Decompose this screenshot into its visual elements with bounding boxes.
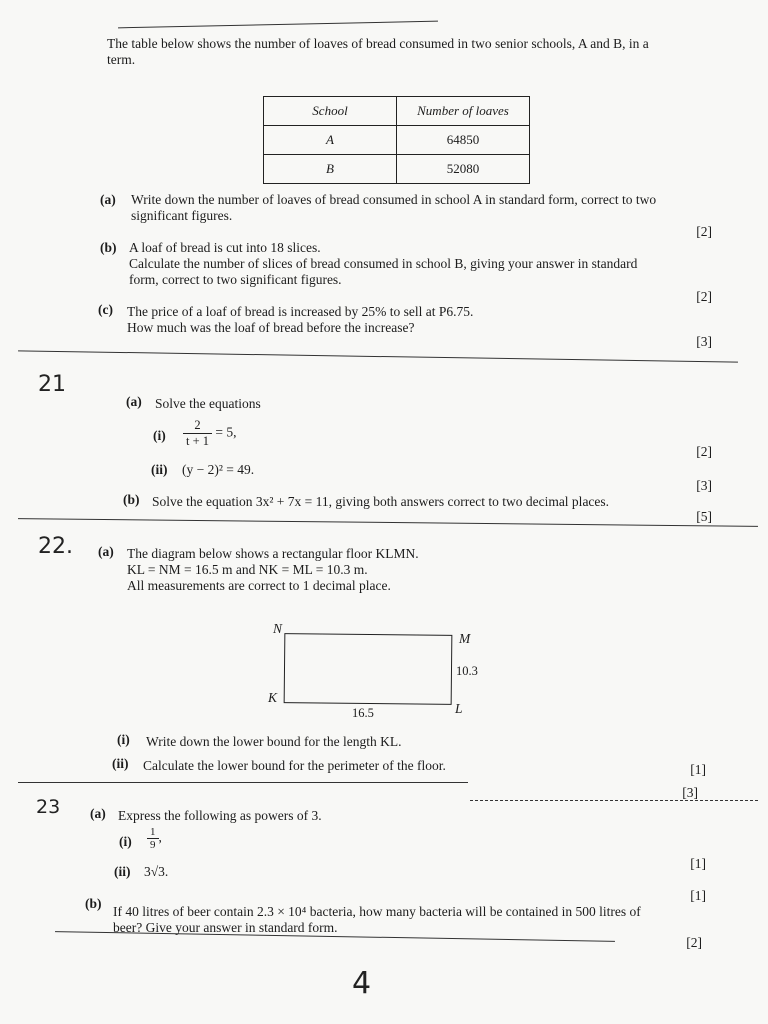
q20a-line1: Write down the number of loaves of bread consumed in school A in standard form, correct to two	[131, 192, 657, 207]
q23a-text: Express the following as powers of 3.	[118, 808, 322, 823]
q21ai-fraction	[183, 418, 212, 449]
q20c-line2: How much was the loaf of bread before the increase?	[127, 320, 415, 335]
loaves-table	[263, 96, 530, 184]
q21b-text: Solve the equation 3x² + 7x = 11, giving both answers correct to two decimal places.	[152, 494, 610, 509]
q23a-label: (a)	[90, 806, 106, 821]
q21ai-numerator: 2	[183, 418, 212, 434]
q22a-line1: The diagram below shows a rectangular floor KLMN.	[127, 546, 419, 561]
q21b-marks: [5]	[696, 509, 712, 524]
q21a-text: Solve the equations	[155, 396, 261, 411]
q20c-label: (c)	[98, 302, 113, 317]
q23ai-expression	[147, 826, 162, 851]
q23ai-numerator: 1	[147, 826, 159, 839]
q21ai-marks: [2]	[696, 444, 712, 459]
q23ai-label: (i)	[119, 834, 132, 849]
q23aii-text: 3√3.	[144, 864, 169, 879]
q22ai-marks: [1]	[690, 762, 706, 777]
divider-q22-q23-right	[470, 800, 758, 801]
vertex-l: L	[455, 701, 463, 716]
divider-q20-q21	[18, 350, 738, 362]
vertex-n: N	[273, 621, 283, 636]
q23ai-tail: ,	[158, 829, 162, 845]
q21-number: 21	[38, 372, 66, 397]
q22aii-label: (ii)	[112, 756, 129, 771]
q21a-label: (a)	[126, 394, 142, 409]
q23aii-label: (ii)	[114, 864, 131, 879]
q23b-label: (b)	[85, 896, 102, 911]
q23b-line1: If 40 litres of beer contain 2.3 × 10⁴ bacteria, how many bacteria will be contained in 500 litres of	[113, 904, 641, 919]
table-header-row	[264, 97, 530, 126]
q21ai-rhs: = 5,	[215, 424, 237, 440]
table-row	[264, 126, 530, 155]
table-cell-school: B	[264, 155, 397, 184]
q21aii-label: (ii)	[151, 462, 168, 477]
q23ai-marks: [1]	[690, 856, 706, 871]
table-row	[264, 155, 530, 184]
q23b-line2: beer? Give your answer in standard form.	[113, 920, 338, 935]
divider-q21-q22	[18, 518, 758, 527]
q23b-marks: [2]	[686, 935, 702, 950]
table-cell-loaves: 64850	[397, 126, 530, 155]
floor-rectangle	[284, 633, 453, 705]
q22aii-text: Calculate the lower bound for the perimeter of the floor.	[143, 758, 446, 773]
q21ai-expression	[183, 418, 237, 449]
q20b-line2: Calculate the number of slices of bread consumed in school B, giving your answer in standard	[129, 256, 638, 271]
table-header-school: School	[264, 97, 397, 126]
width-label: 16.5	[352, 706, 374, 720]
q22a-line2: KL = NM = 16.5 m and NK = ML = 10.3 m.	[127, 562, 368, 577]
q20-intro-line1: The table below shows the number of loaves of bread consumed in two senior schools, A and B, in a	[107, 36, 649, 51]
q22ai-text: Write down the lower bound for the length KL.	[146, 734, 402, 749]
q20a-marks: [2]	[696, 224, 712, 239]
q21aii-text: (y − 2)² = 49.	[182, 462, 255, 477]
q20c-line1: The price of a loaf of bread is increased by 25% to sell at P6.75.	[127, 304, 474, 319]
q22ai-label: (i)	[117, 732, 130, 747]
q22a-line3: All measurements are correct to 1 decimal place.	[127, 578, 391, 593]
top-rule	[118, 21, 438, 29]
q22aii-marks: [3]	[682, 785, 698, 800]
q23-number: 23	[36, 796, 61, 818]
q23ai-denominator: 9	[150, 839, 156, 851]
table-cell-loaves: 52080	[397, 155, 530, 184]
q20b-line1: A loaf of bread is cut into 18 slices.	[129, 240, 321, 255]
table-cell-school: A	[264, 126, 397, 155]
q21b-label: (b)	[123, 492, 140, 507]
q20b-label: (b)	[100, 240, 117, 255]
q22a-label: (a)	[98, 544, 114, 559]
q20a-line2: significant figures.	[131, 208, 233, 223]
table-header-loaves: Number of loaves	[397, 97, 530, 126]
q20b-marks: [2]	[696, 289, 712, 304]
q20-intro-line2: term.	[107, 52, 136, 67]
q23ai-fraction	[147, 826, 159, 851]
divider-q22-q23-left	[18, 782, 468, 783]
q23aii-marks: [1]	[690, 888, 706, 903]
page-number: 4	[352, 966, 372, 1001]
height-label: 10.3	[456, 664, 478, 678]
vertex-m: M	[459, 631, 471, 646]
vertex-k: K	[268, 690, 278, 705]
q22-number: 22.	[38, 534, 73, 559]
q20a-label: (a)	[100, 192, 116, 207]
q21aii-marks: [3]	[696, 478, 712, 493]
q21ai-label: (i)	[153, 428, 166, 443]
q20b-line3: form, correct to two significant figures.	[129, 272, 342, 287]
q21ai-denominator: t + 1	[186, 434, 210, 448]
q20c-marks: [3]	[696, 334, 712, 349]
